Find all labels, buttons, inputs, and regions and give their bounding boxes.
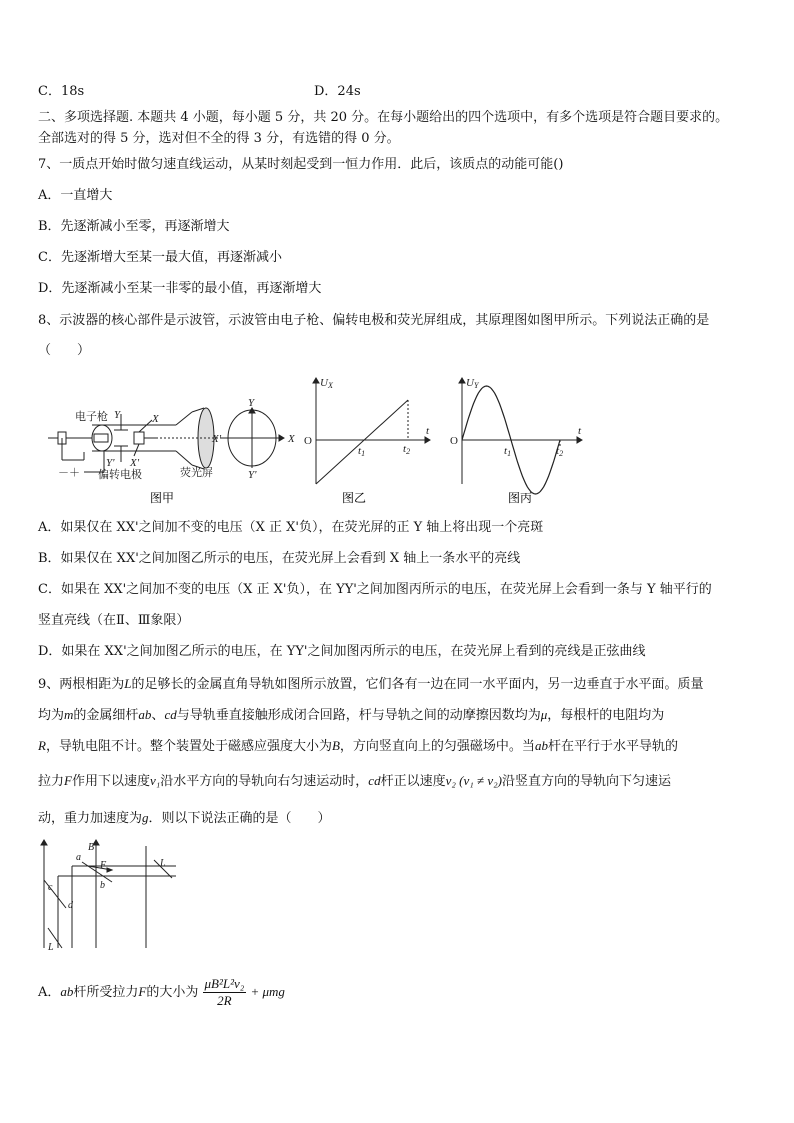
plate-Y-label: Y: [114, 409, 121, 421]
q8-option-b: B．如果仅在 XX'之间加图乙所示的电压，在荧光屏上会看到 X 轴上一条水平的亮线: [38, 551, 521, 566]
yi-t1sub: 1: [361, 449, 366, 458]
option-d: D．24s: [314, 84, 361, 99]
deflect-label: 偏转电极: [98, 469, 142, 481]
label-F: F: [100, 860, 107, 871]
q7-stem: 7、一质点开始时做匀速直线运动，从某时刻起受到一恒力作用．此后，该质点的动能可能(): [38, 157, 564, 172]
yi-t2: t: [403, 443, 407, 455]
screen-Xp-label: X': [212, 433, 222, 445]
label-d: d: [68, 900, 73, 911]
label-c: c: [48, 882, 53, 893]
svg-text:－＋: －＋: [58, 467, 80, 479]
yi-t1: t: [358, 445, 362, 457]
fig-bing-caption: 图丙: [507, 491, 533, 505]
label-L-bottom: L: [48, 942, 54, 953]
q8-option-a: A．如果仅在 XX'之间加不变的电压（X 正 X'负），在荧光屏的正 Y 轴上将出现一个亮斑: [38, 520, 544, 535]
svg-text:t1: [504, 445, 511, 458]
q9-stem-line2: 均为m的金属细杆ab、cd与导轨垂直接触形成闭合回路，杆与导轨之间的动摩擦因数均为μ，每根杆的电阻均为: [38, 707, 665, 723]
q8-stem-bracket: （ ）: [38, 343, 91, 358]
option-c: C．18s: [38, 84, 85, 99]
bing-t1sub: 1: [507, 449, 512, 458]
bing-origin: O: [450, 435, 458, 447]
sine-graph: [446, 372, 586, 512]
bing-ysub: Y: [473, 381, 479, 390]
bing-ylabel: U: [466, 377, 474, 389]
screen-Yp-label: Y': [248, 469, 257, 481]
svg-text:t2: [556, 445, 563, 458]
fig-yi-caption: 图乙: [341, 491, 367, 505]
bing-t-axis: t: [578, 425, 582, 437]
rail-diagram: [36, 838, 186, 956]
yi-t2sub: 2: [406, 447, 411, 456]
svg-text:UX: [320, 377, 334, 390]
svg-text:t2: [403, 443, 410, 456]
screen-label: 荧光屏: [180, 467, 213, 479]
gun-label: 电子枪: [75, 411, 108, 423]
bing-t2: t: [556, 445, 560, 457]
q7-option-c: C．先逐渐增大至某一最大值，再逐渐减小: [38, 250, 282, 265]
q9-stem-line1: 9、两根相距为L的足够长的金属直角导轨如图所示放置，它们各有一边在同一水平面内，另一边垂直于水平面。质量: [38, 676, 704, 692]
fig-jia-caption: 图甲: [149, 491, 175, 505]
q8-option-d: D．如果在 XX'之间加图乙所示的电压，在 YY'之间加图丙所示的电压，在荧光屏上看到的亮线是正弦曲线: [38, 644, 646, 659]
q9-stem-line4: 拉力F作用下以速度v₁沿水平方向的导轨向右匀速运动时，cd杆正以速度v₂ (v₁ ≠ v₂)沿竖直方向的导轨向下匀速运: [38, 773, 672, 789]
q9-option-a: A．ab杆所受拉力F的大小为 $\frac{\text{μB²L²v₂}}{2R}$ + μmg: [38, 976, 285, 1008]
yi-origin: O: [304, 435, 312, 447]
bing-t1: t: [504, 445, 508, 457]
yi-t-axis: t: [426, 425, 430, 437]
yi-ylabel: U: [320, 377, 328, 389]
label-b: b: [100, 880, 105, 891]
q8-option-c-line2: 竖直亮线（在Ⅱ、Ⅲ象限）: [38, 613, 190, 628]
q8-option-c-line1: C．如果在 XX'之间加不变的电压（X 正 X'负），在 YY'之间加图丙所示的电压，在荧光屏上会看到一条与 Y 轴平行的: [38, 582, 712, 597]
oscilloscope-diagram: [44, 372, 300, 512]
screen-X-label: X: [288, 433, 295, 445]
screen-Y-label: Y: [248, 397, 255, 409]
q8-stem: 8、示波器的核心部件是示波管，示波管由电子枪、偏转电极和荧光屏组成，其原理图如图甲所示。下列说法正确的是: [38, 313, 710, 328]
section-heading-line1: 二、多项选择题. 本题共 4 小题，每小题 5 分，共 20 分。在每小题给出的四个选项中，有多个选项是符合题目要求的。: [38, 110, 729, 125]
plate-Xp-label: X': [130, 457, 140, 469]
q9-stem-line5: 动，重力加速度为g．则以下说法正确的是（ ）: [38, 810, 331, 826]
label-L-right: L: [160, 858, 166, 869]
q7-option-a: A．一直增大: [38, 188, 113, 203]
label-a: a: [76, 852, 81, 863]
section-heading-line2: 全部选对的得 5 分，选对但不全的得 3 分，有选错的得 0 分。: [38, 131, 400, 146]
sawtooth-graph: [302, 372, 434, 512]
q9-stem-line3: R，导轨电阻不计。整个装置处于磁感应强度大小为B，方向竖直向上的匀强磁场中。当ab杆在平行于水平导轨的: [38, 738, 678, 754]
svg-text:UY: [466, 377, 480, 390]
label-B: B: [88, 842, 95, 853]
plate-Yp-label: Y': [106, 457, 115, 469]
plate-X-label: X: [152, 413, 159, 425]
q7-option-d: D．先逐渐减小至某一非零的最小值，再逐渐增大: [38, 281, 322, 296]
svg-text:t1: [358, 445, 365, 458]
q7-option-b: B．先逐渐减小至零，再逐渐增大: [38, 219, 230, 234]
yi-ysub: X: [327, 381, 333, 390]
force-fraction: $\frac{\text{μB²L²v₂}}{2R}$: [204, 976, 245, 1008]
bing-t2sub: 2: [559, 449, 564, 458]
